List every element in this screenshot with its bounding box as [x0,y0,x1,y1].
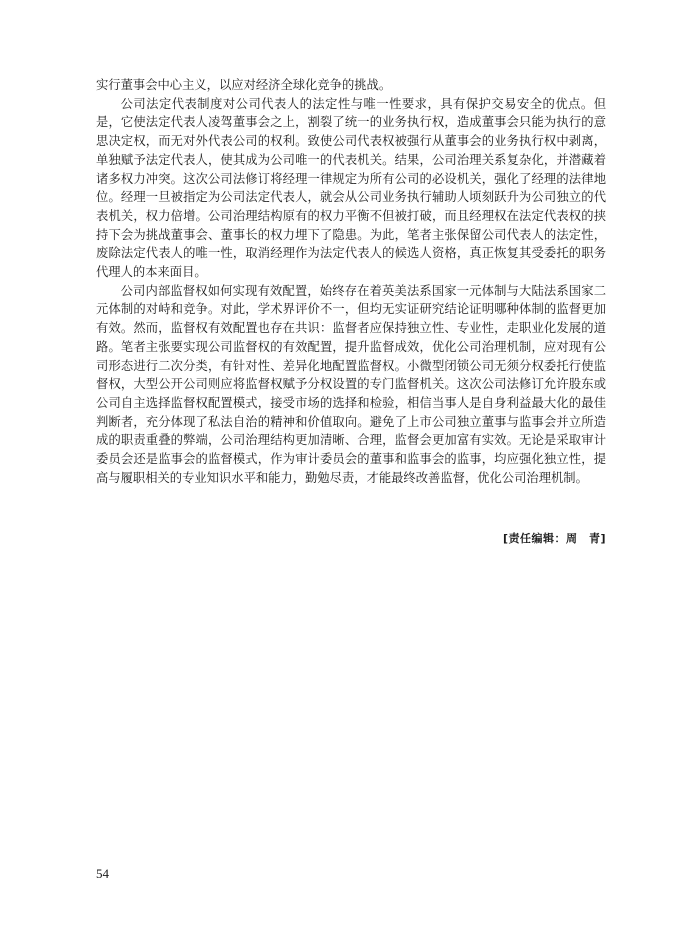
paragraph-legal-representative: 公司法定代表制度对公司代表人的法定性与唯一性要求，具有保护交易安全的优点。但是，它使法定代表人凌驾董事会之上，割裂了统一的业务执行权，造成董事会只能为执行的意思决定权，而无对外代表公司的权利。致使公司代表权被强行从董事会的业务执行权中剥离，单独赋予法定代表人，使其成为公司唯一的代表机关。结果，公司治理关系复杂化，并潜藏着诸多权力冲突。这次公司法修订将经理一律规定为所有公司的必设机关，强化了经理的法律地位。经理一旦被指定为公司法定代表人，就会从公司业务执行辅助人顷刻跃升为公司独立的代表机关，权力倍增。公司治理结构原有的权力平衡不但被打破，而且经理权在法定代表权的挟持下会为挑战董事会、董事长的权力埋下了隐患。为此，笔者主张保留公司代表人的法定性，废除法定代表人的唯一性，取消经理作为法定代表人的候选人资格，真正恢复其受委托的职务代理人的本来面目。 [96,96,606,280]
page-number: 54 [96,866,109,881]
article-body [96,76,606,487]
paragraph-supervision: 公司内部监督权如何实现有效配置，始终存在着英美法系国家一元体制与大陆法系国家二元体制的对峙和竞争。对此，学术界评价不一，但均无实证研究结论证明哪种体制的监督更加有效。然而，监督权有效配置也存在共识：监督者应保持独立性、专业性，走职业化发展的道路。笔者主张要实现公司监督权的有效配置，提升监督成效，优化公司治理机制，应对现有公司形态进行二次分类，有针对性、差异化地配置监督权。小微型闭锁公司无须分权委托行使监督权，大型公开公司则应将监督权赋予分权设置的专门监督机关。这次公司法修订允许股东或公司自主选择监督权配置模式，接受市场的选择和检验，相信当事人是自身利益最大化的最佳判断者，充分体现了私法自治的精神和价值取向。避免了上市公司独立董事与监事会并立所造成的职责重叠的弊端，公司治理结构更加清晰、合理，监督会更加富有实效。无论是采取审计委员会还是监事会的监督模式，作为审计委员会的董事和监事会的监事，均应强化独立性，提高与履职相关的专业知识水平和能力，勤勉尽责，才能最终改善监督，优化公司治理机制。 [96,283,606,485]
editor-credit: [责任编辑：周 青] [502,532,606,545]
paragraph-continuation: 实行董事会中心主义，以应对经济全球化竞争的挑战。 [96,78,392,92]
